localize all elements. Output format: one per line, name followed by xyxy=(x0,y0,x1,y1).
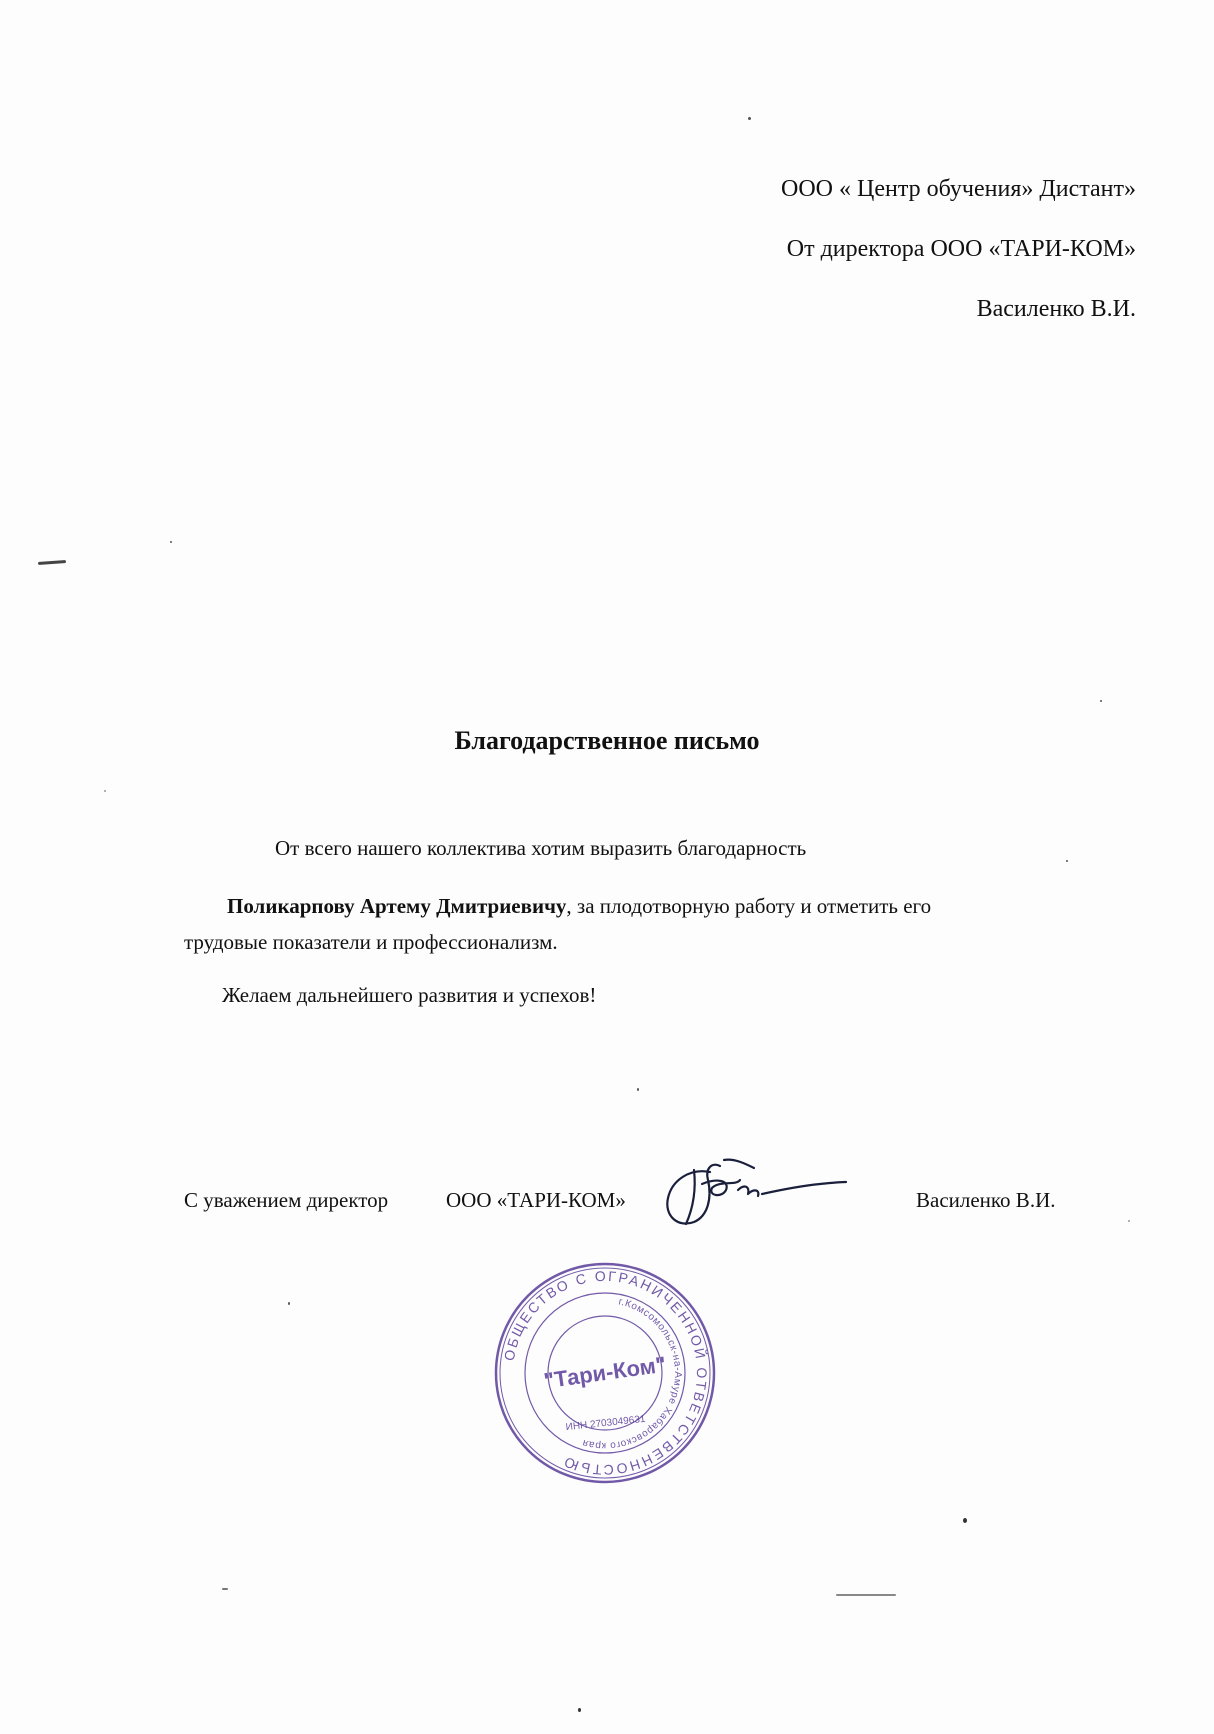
body-line-2-rest: , за плодотворную работу и отметить его xyxy=(566,894,932,918)
stamp-outer-text: ОБЩЕСТВО С ОГРАНИЧЕННОЙ ОТВЕТСТВЕННОСТЬЮ xyxy=(500,1267,711,1479)
body-line-2 xyxy=(227,894,931,919)
sender-name: Василенко В.И. xyxy=(976,296,1136,322)
scan-mark xyxy=(222,1588,228,1590)
scan-mark xyxy=(1066,860,1068,862)
scan-mark xyxy=(288,1302,290,1305)
company-stamp xyxy=(490,1258,720,1488)
scan-mark xyxy=(1100,700,1102,702)
stamp-inn: ИНН 2703049631 xyxy=(565,1413,646,1434)
signature-company: ООО «ТАРИ-КОМ» xyxy=(446,1188,626,1212)
scan-mark xyxy=(1128,1220,1130,1222)
signature-name: Василенко В.И. xyxy=(916,1188,1056,1212)
document-title: Благодарственное письмо xyxy=(454,726,760,755)
body-intro: От всего нашего коллектива хотим выразить благодарность xyxy=(275,836,807,860)
scan-mark xyxy=(637,1088,639,1091)
scan-mark xyxy=(963,1518,967,1523)
scan-mark xyxy=(578,1708,581,1712)
scan-mark xyxy=(170,541,172,543)
body-wish: Желаем дальнейшего развития и успехов! xyxy=(222,983,597,1007)
recipient-line: ООО « Центр обучения» Дистант» xyxy=(781,176,1136,202)
honoree-name: Поликарпову Артему Дмитриевичу xyxy=(227,894,567,918)
scan-mark xyxy=(748,117,751,120)
sender-line: От директора ООО «ТАРИ-КОМ» xyxy=(786,236,1136,262)
stamp-center-text: "Тари-Ком" xyxy=(542,1351,668,1394)
scan-mark xyxy=(836,1594,896,1596)
stamp-inner-text: г.Комсомольск-на-Амуре Хабаровского края xyxy=(580,1296,684,1452)
signature-closing: С уважением директор xyxy=(184,1188,389,1212)
handwritten-signature xyxy=(650,1150,880,1240)
body-line-3: трудовые показатели и профессионализм. xyxy=(184,930,558,954)
scan-mark xyxy=(104,790,106,792)
scan-mark xyxy=(38,560,66,565)
